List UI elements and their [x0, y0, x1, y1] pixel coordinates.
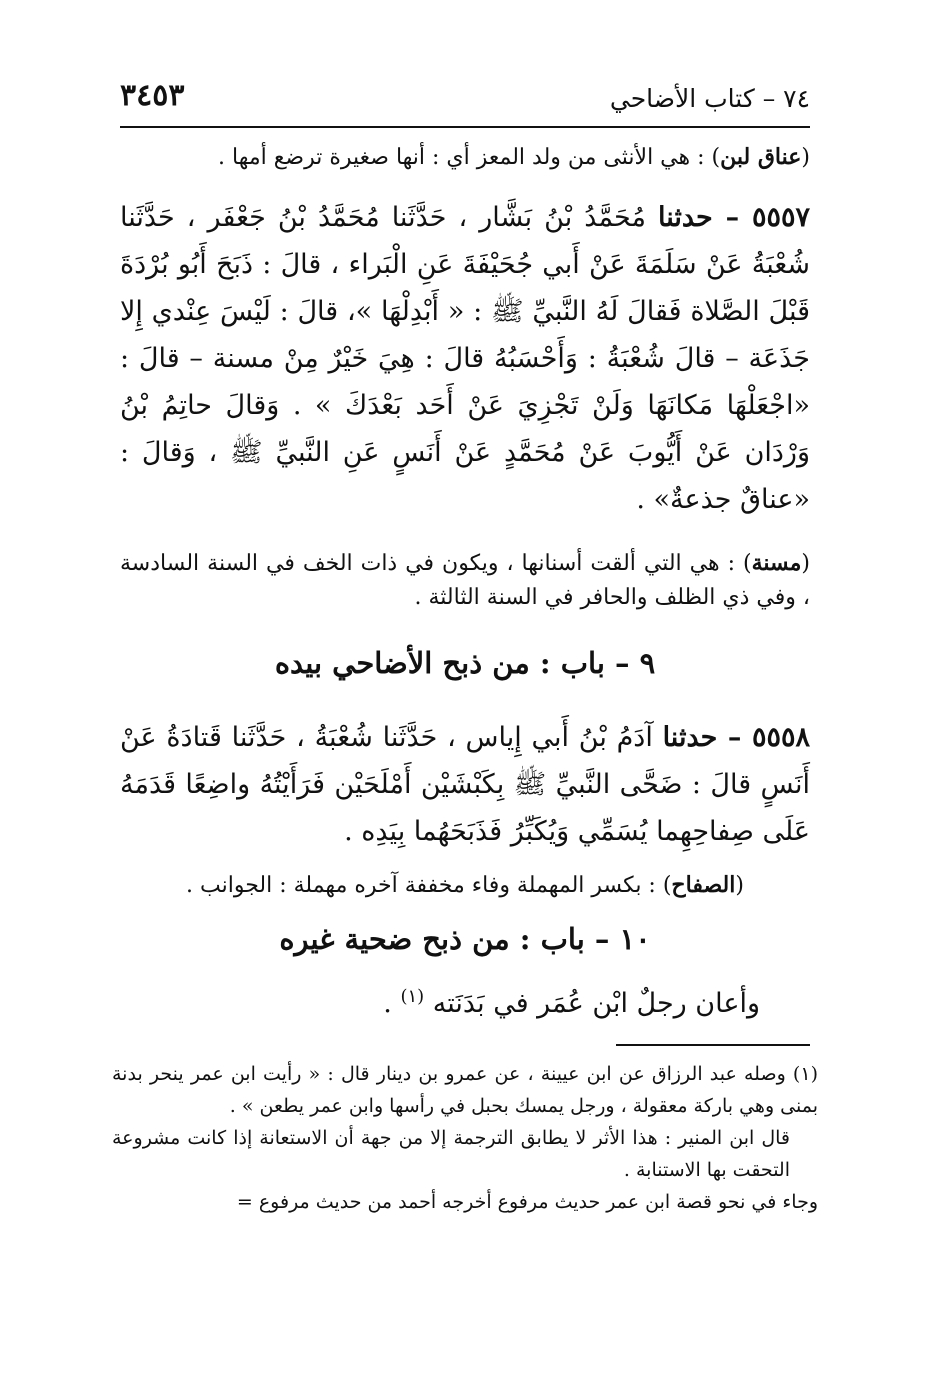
page-number: ٣٤٥٣: [120, 78, 185, 113]
narration-text: وأعان رجلٌ ابْن عُمَر في بَدَنَته: [432, 988, 760, 1019]
hadith-5558: [120, 714, 810, 855]
gloss-term: مسنة: [751, 550, 802, 576]
gloss-sifah: (الصفاح) : بكسر المهملة وفاء مخففة آخره مهملة : الجوانب .: [186, 872, 744, 898]
footnote-rule: [616, 1044, 810, 1046]
footnote-ref: (١): [400, 986, 425, 1007]
hadith-number: ٥٥٥٨ – حدثنا: [662, 722, 810, 753]
gloss-term: الصفاح: [671, 872, 736, 898]
gloss-musinna: (مسنة) : هي التي ألقت أسنانها ، ويكون في ذات الخف في السنة السادسة ، وفي ذي الظلف والحافر في السنة الثالثة .: [120, 550, 810, 610]
footnote-1: (١) وصله عبد الرزاق عن ابن عيينة ، عن عمرو بن دينار قال : « رأيت ابن عمر ينحر بدنة بمنى وهي باركة معقولة ، ورجل يمسك بحبل في رأسها وابن عمر يطعن » .: [112, 1063, 818, 1117]
running-head: ٧٤ – كتاب الأضاحي: [609, 84, 810, 113]
hadith-number: ٥٥٥٧ – حدثنا: [658, 202, 810, 233]
footnote-1-continuation: وجاء في نحو قصة ابن عمر حديث مرفوع أخرجه أحمد من حديث مرفوع =: [236, 1191, 818, 1213]
footnote-1-comment: قال ابن المنير : هذا الأثر لا يطابق الترجمة إلا من جهة أن الاستعانة إذا كانت مشروعة التحقت بها الاستنابة .: [112, 1127, 790, 1181]
hadith-5557: [120, 194, 810, 523]
gloss-text: : هي الأنثى من ولد المعز أي : أنها صغيرة ترضع أمها .: [218, 145, 705, 170]
chapter-heading-10: ١٠ – باب : من ذبح ضحية غيره: [279, 922, 651, 956]
hadith-text: مُحَمَّدُ بْنُ بَشَّار ، حَدَّثَنا مُحَمَّدُ بْنُ جَعْفَر ، حَدَّثَنا شُعْبَةُ عَنْ سَلَمَةَ عَنْ أَبي جُحَيْفَةَ عَنِ الْبَراء ، قالَ : ذَبَحَ أَبُو بُرْدَةَ قَبْلَ الصَّلاة فَقالَ لَهُ النَّبيِّ ﷺ : « أَبْدِلْهَا »، قالَ : لَيْسَ عِنْدي إِلا جَذَعَة – قالَ شُعْبَةُ : وَأَحْسَبُهُ قالَ : هِيَ خَيْرٌ مِنْ مسنة – قالَ : «اجْعَلْهَا مَكانَهَا وَلَنْ تَجْزِيَ عَنْ أَحَد بَعْدَكَ » . وَقالَ حاتِمُ بْنُ وَرْدَان عَنْ أَيُّوبَ عَنْ مُحَمَّدٍ عَنْ أَنَسٍ عَنِ النَّبيِّ ﷺ ، وَقالَ : «عناقٌ جذعةٌ» .: [120, 202, 810, 515]
gloss-term: عناق لبن: [720, 144, 802, 170]
header-rule: [120, 126, 810, 128]
narration-ibn-umar: وأعان رجلٌ ابْن عُمَر في بَدَنَته $^{(١)}$ .: [120, 976, 810, 1025]
gloss-anaq-laban: (عناق لبن) : هي الأنثى من ولد المعز أي : أنها صغيرة ترضع أمها .: [218, 144, 810, 170]
footnotes: [112, 1058, 818, 1218]
gloss-text: : هي التي ألقت أسنانها ، ويكون في ذات الخف في السنة السادسة ، وفي ذي الظلف والحافر في السنة الثالثة .: [120, 551, 810, 610]
hadith-text: آدَمُ بْنُ أَبي إِياس ، حَدَّثَنا شُعْبَةُ ، حَدَّثَنا قَتادَةُ عَنْ أَنَسٍ قالَ : ضَحَّى النَّبيِّ ﷺ بِكَبْشَيْن أَمْلَحَيْن فَرَأَيْتُهُ واضِعًا قَدَمَهُ عَلَى صِفاحِهِما يُسَمِّي وَيُكَبِّرُ فَذَبَحَهُما بِيَدِه .: [120, 722, 810, 847]
chapter-heading-9: ٩ – باب : من ذبح الأضاحي بيده: [274, 646, 656, 680]
page-header: [120, 78, 810, 122]
gloss-text: : بكسر المهملة وفاء مخففة آخره مهملة : الجوانب .: [186, 873, 656, 898]
